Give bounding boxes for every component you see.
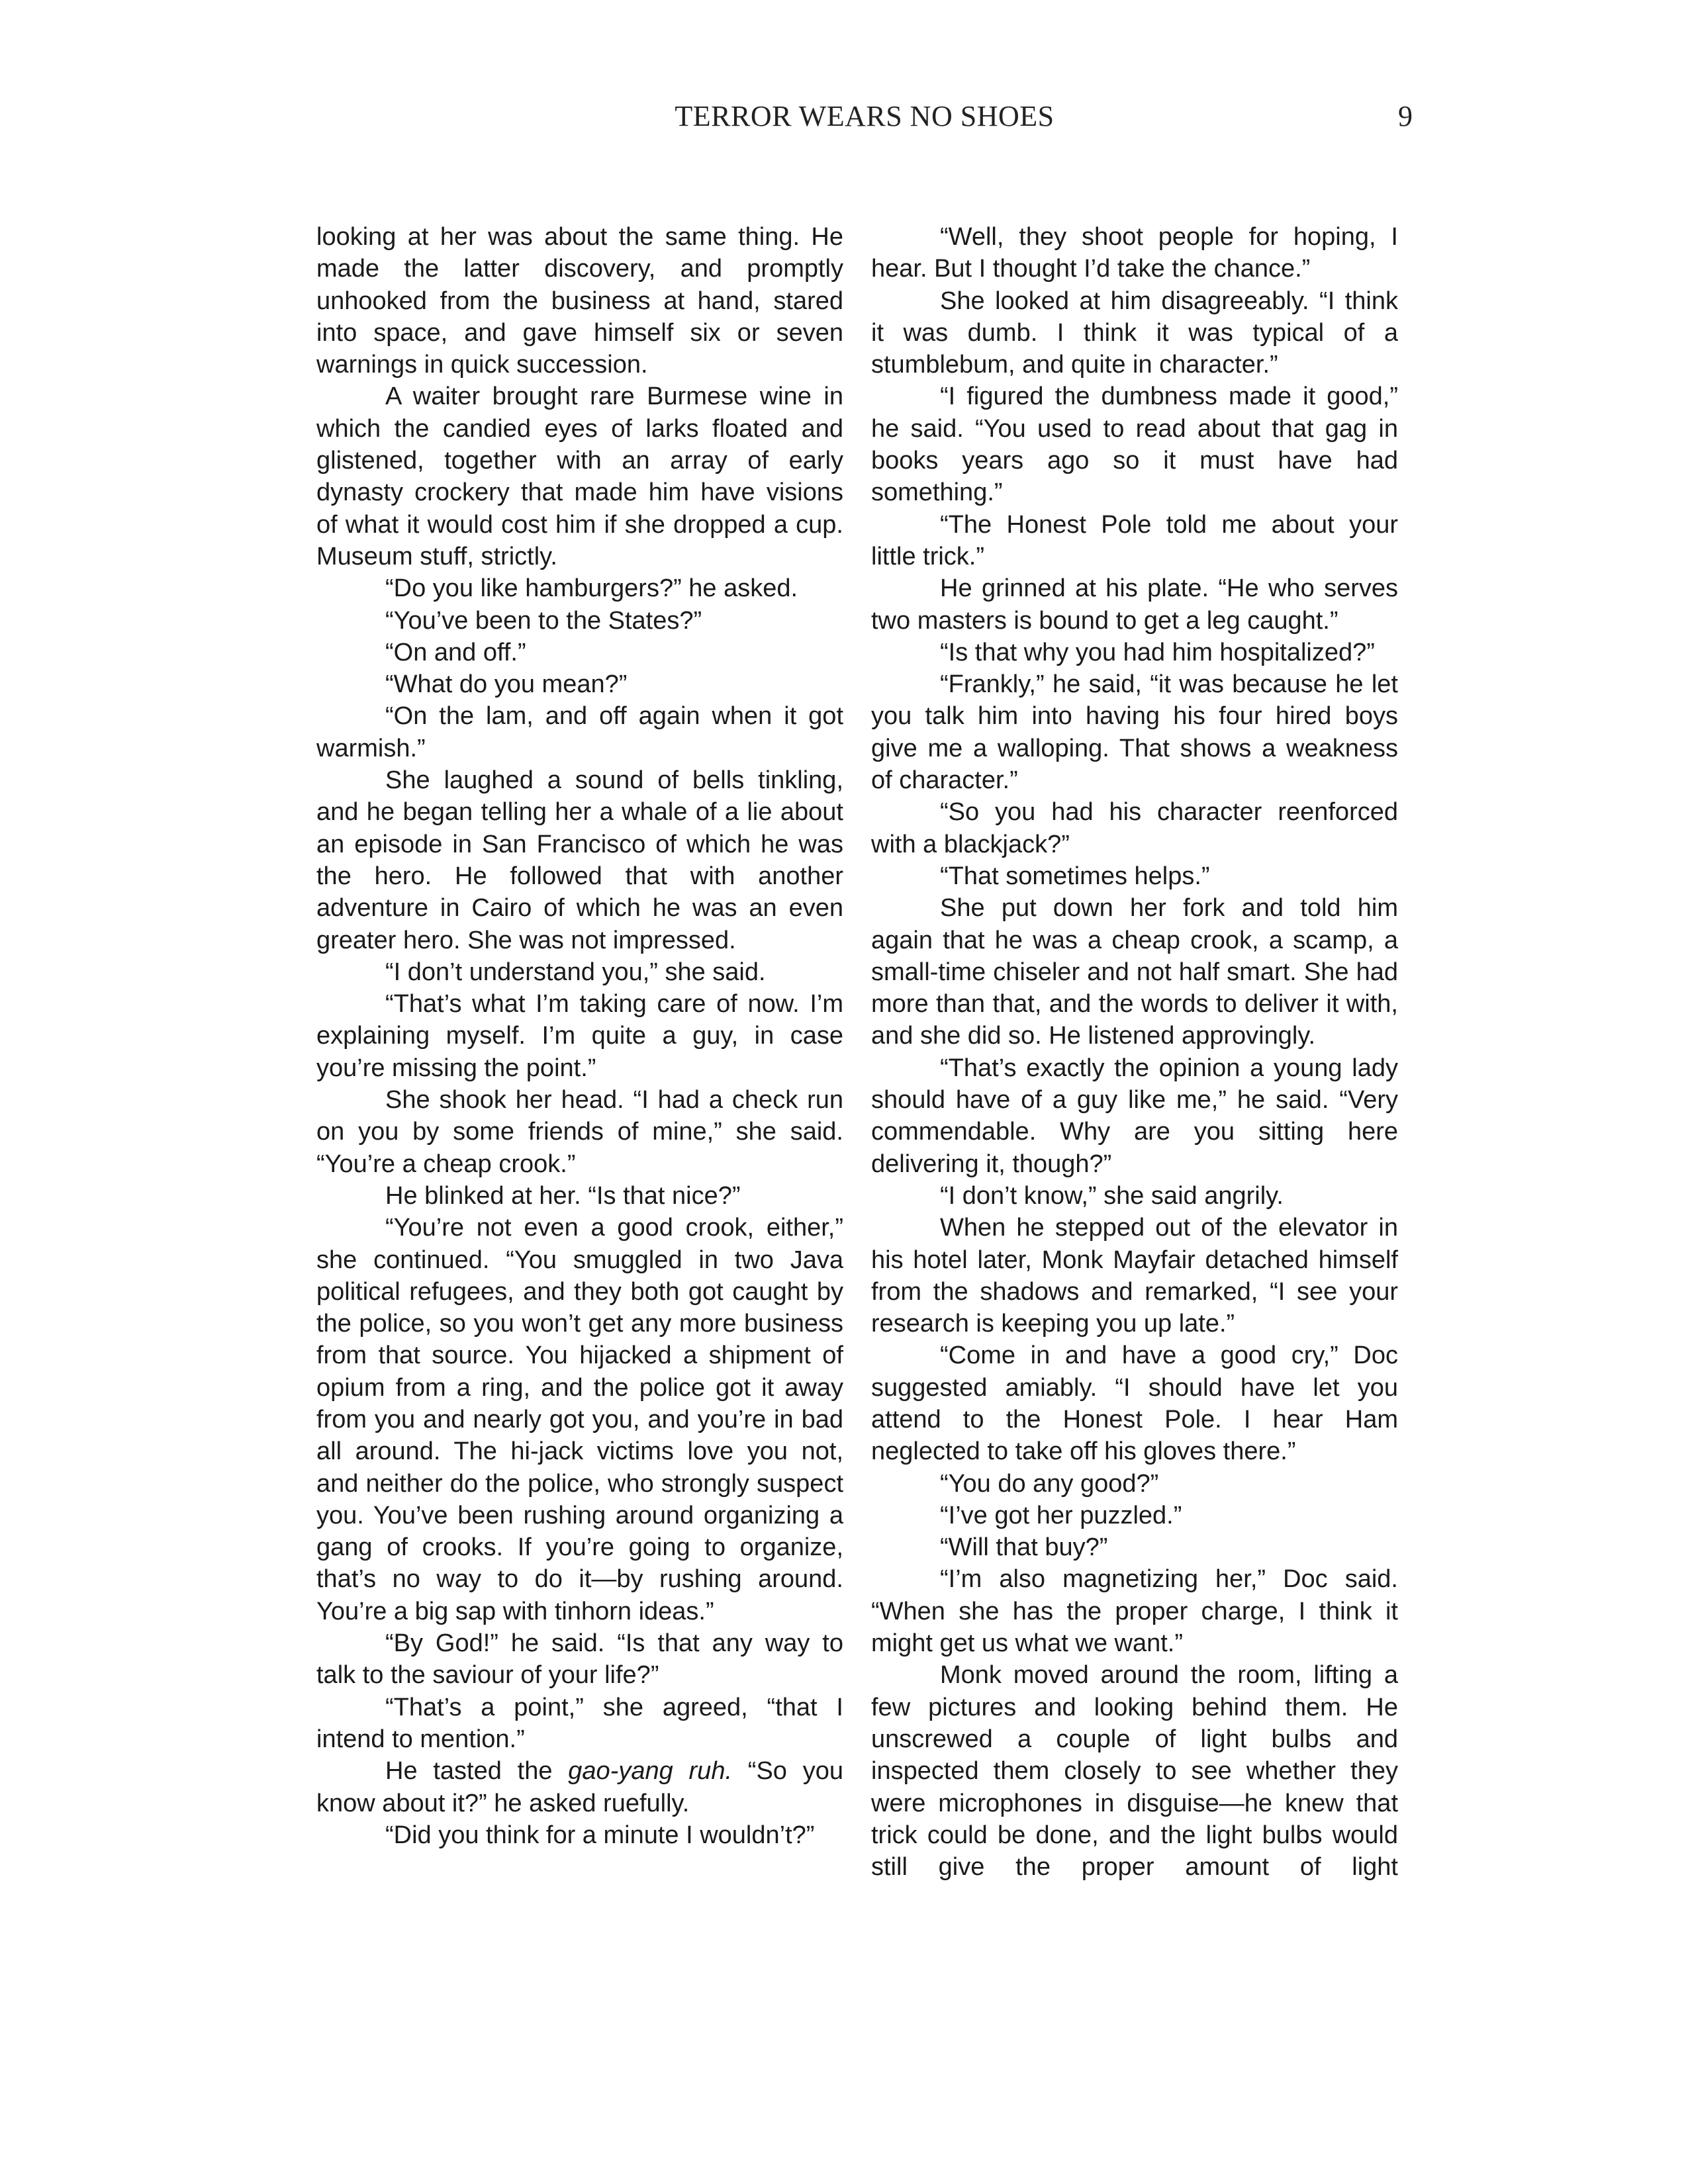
paragraph: “So you had his character reenforced with a blackjack?” <box>871 798 1398 858</box>
paragraph: “That’s what I’m taking care of now. I’m explaining myself. I’m quite a guy, in case you’re missing the point.” <box>316 990 843 1082</box>
paragraph: She shook her head. “I had a check run on you by some friends of mine,” she said. “You’re a cheap crook.” <box>316 1086 843 1178</box>
paragraph: “You’ve been to the States?” <box>385 606 702 635</box>
paragraph: “On and off.” <box>385 638 526 666</box>
right-column <box>871 221 1398 1883</box>
paragraph: “That sometimes helps.” <box>940 862 1210 890</box>
paragraph: “By God!” he said. “Is that any way to talk to the saviour of your life?” <box>316 1629 843 1690</box>
paragraph: “I don’t understand you,” she said. <box>385 958 766 986</box>
paragraph: She laughed a sound of bells tinkling, and he began telling her a whale of a lie about an episode in San Francisco of which he was the hero. He followed that with another adventure in Cairo of which he was an even greater hero. She was not impressed. <box>316 766 843 954</box>
paragraph: “The Honest Pole told me about your little trick.” <box>871 510 1398 570</box>
page-number: 9 <box>1398 100 1413 132</box>
paragraph: He blinked at her. “Is that nice?” <box>385 1181 741 1210</box>
paragraph: A waiter brought rare Burmese wine in which the candied eyes of larks floated and glistened, together with an array of early dynasty crockery that made him have visions of what it would cost him if she dropped a cup. Museum stuff, strictly. <box>316 383 843 570</box>
paragraph: Monk moved around the room, lifting a few pictures and looking behind them. He unscrewed a couple of light bulbs and inspected them closely to see whether they were microphones in disguise—he knew that trick could be done, and the light bulbs would still give the proper amount of light <box>871 1661 1398 1882</box>
paragraph: “Did you think for a minute I wouldn’t?” <box>385 1821 815 1849</box>
paragraph: “I’m also magnetizing her,” Doc said. “When she has the proper charge, I think it might get us what we want.” <box>871 1565 1398 1658</box>
paragraph: She put down her fork and told him again that he was a cheap crook, a scamp, a small-time chiseler and not half smart. She had more than that, and the words to deliver it with, and she did so. He listened approvingly. <box>871 894 1398 1050</box>
paragraph: “You do any good?” <box>940 1469 1159 1498</box>
paragraph: She looked at him disagreeably. “I think it was dumb. I think it was typical of a stumblebum, and quite in character.” <box>871 287 1398 379</box>
text-run: He tasted the <box>385 1757 569 1786</box>
paragraph: “Do you like hamburgers?” he asked. <box>385 574 798 603</box>
text-run: “So you know about it?” he asked ruefully. <box>316 1757 843 1817</box>
paragraph: “Well, they shoot people for hoping, I hear. But I thought I’d take the chance.” <box>871 223 1398 283</box>
paragraph: He grinned at his plate. “He who serves two masters is bound to get a leg caught.” <box>871 574 1398 635</box>
paragraph: “You’re not even a good crook, either,” she continued. “You smuggled in two Java political refugees, and they both got caught by the police, so you won’t get any more business from that source. You hijacked a shipment of opium from a ring, and the police got it away from you and nearly got you, and you’re in bad all around. The hi-jack victims love you not, and neither do the police, who strongly suspect you. You’ve been rushing around organizing a gang of crooks. If you’re going to organize, that’s no way to do it—by rushing around. You’re a big sap with tinhorn ideas.” <box>316 1214 843 1625</box>
paragraph: When he stepped out of the elevator in his hotel later, Monk Mayfair detached himself from the shadows and remarked, “I see your research is keeping you up late.” <box>871 1214 1398 1338</box>
paragraph: looking at her was about the same thing. He made the latter discovery, and promptly unhooked from the business at hand, stared into space, and gave himself six or seven warnings in quick succession. <box>316 223 843 379</box>
paragraph: “That’s a point,” she agreed, “that I intend to mention.” <box>316 1693 843 1753</box>
paragraph: “On the lam, and off again when it got warmish.” <box>316 702 843 762</box>
paragraph: “I’ve got her puzzled.” <box>940 1501 1182 1529</box>
paragraph: “That’s exactly the opinion a young lady should have of a guy like me,” he said. “Very commendable. Why are you sitting here delivering it, though?” <box>871 1054 1398 1178</box>
book-title: TERROR WEARS NO SHOES <box>675 100 1055 132</box>
left-column <box>316 221 843 1851</box>
paragraph: “I figured the dumbness made it good,” he said. “You used to read about that gag in books years ago so it must have had something.” <box>871 383 1398 507</box>
running-head <box>316 99 1413 139</box>
paragraph: “What do you mean?” <box>385 670 628 699</box>
paragraph: “Frankly,” he said, “it was because he let you talk him into having his four hired boys give me a walloping. That shows a weakness of character.” <box>871 670 1398 795</box>
paragraph: “Will that buy?” <box>940 1533 1108 1562</box>
paragraph <box>316 1755 843 1819</box>
paragraph: “Is that why you had him hospitalized?” <box>940 638 1375 666</box>
paragraph: “I don’t know,” she said angrily. <box>940 1181 1284 1210</box>
italic-phrase: gao-yang ruh. <box>568 1757 733 1786</box>
paragraph: “Come in and have a good cry,” Doc suggested amiably. “I should have let you attend to the Honest Pole. I hear Ham neglected to take off his gloves there.” <box>871 1342 1398 1466</box>
